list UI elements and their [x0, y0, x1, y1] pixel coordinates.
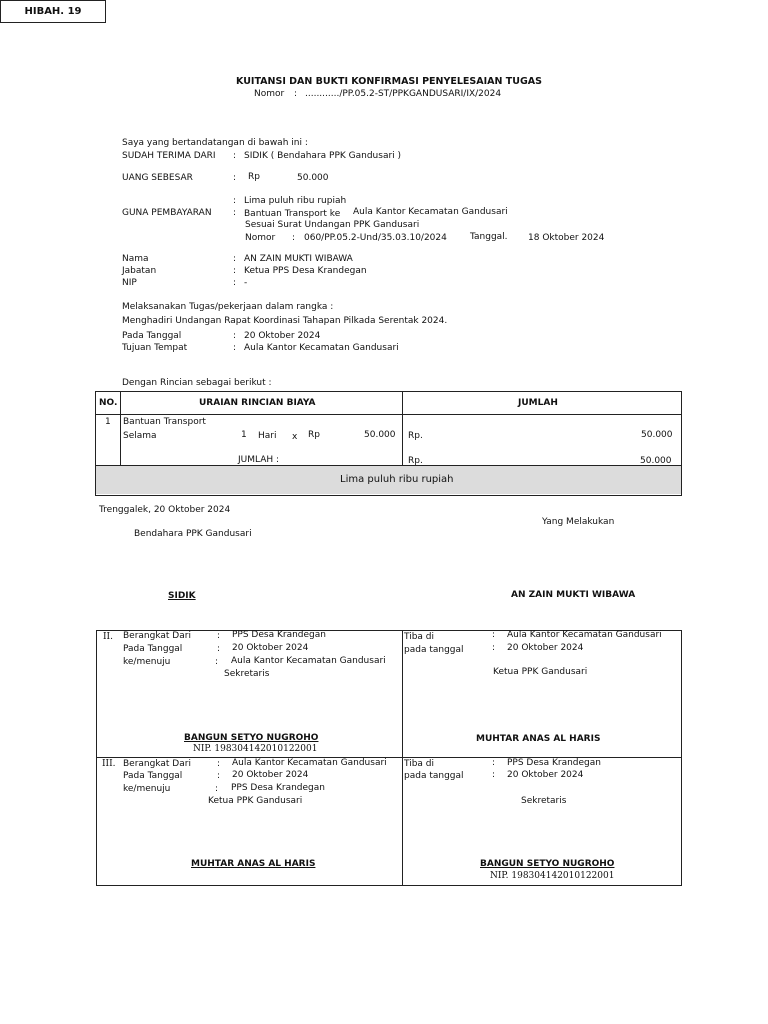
- colon: :: [217, 644, 221, 654]
- position-label: Jabatan: [122, 266, 157, 276]
- amount-value: 50.000: [297, 173, 329, 183]
- sum-value: 50.000: [640, 456, 672, 466]
- colon: :: [233, 331, 237, 341]
- signer-name: MUHTAR ANAS AL HARIS: [476, 734, 601, 744]
- date-value: 20 Oktober 2024: [232, 770, 309, 780]
- row-item: Bantuan Transport: [123, 417, 206, 427]
- amount-words: Lima puluh ribu rupiah: [244, 196, 347, 206]
- nip-label: NIP: [122, 278, 137, 288]
- signer-role: Ketua PPK Gandusari: [208, 796, 303, 806]
- table-divider: [402, 391, 403, 465]
- assignment-intro: Melaksanakan Tugas/pekerjaan dalam rangka :: [122, 302, 334, 312]
- amount-currency: Rp: [248, 172, 260, 182]
- arrive-label: Tiba di: [404, 632, 435, 642]
- row-duration-label: Selama: [123, 431, 157, 441]
- to-value: Aula Kantor Kecamatan Gandusari: [231, 656, 386, 666]
- arrive-value: Aula Kantor Kecamatan Gandusari: [507, 630, 662, 640]
- assignment-date-label: Pada Tanggal: [122, 331, 182, 341]
- nomor-label: Nomor: [254, 89, 285, 99]
- colon: :: [233, 343, 237, 353]
- colon: :: [233, 278, 237, 288]
- place-date: Trenggalek, 20 Oktober 2024: [99, 505, 231, 515]
- row-total: 50.000: [641, 430, 673, 440]
- name-label: Nama: [122, 254, 149, 264]
- table-divider: [95, 414, 681, 415]
- purpose-value: Bantuan Transport ke: [244, 209, 341, 219]
- colon: :: [233, 196, 237, 206]
- row-unit: Hari: [258, 431, 277, 441]
- signer-name: BANGUN SETYO NUGROHO: [480, 859, 615, 869]
- arrive-date-label: pada tanggal: [404, 645, 464, 655]
- sum-label: JUMLAH :: [238, 455, 280, 465]
- sum-currency: Rp.: [408, 456, 423, 466]
- row-total-currency: Rp.: [408, 431, 423, 441]
- table-divider: [95, 465, 681, 466]
- arrive-date-value: 20 Oktober 2024: [507, 643, 584, 653]
- colon: :: [233, 266, 237, 276]
- row-no: 1: [105, 417, 111, 427]
- name-value: AN ZAIN MUKTI WIBAWA: [244, 254, 353, 264]
- table-header-description: URAIAN RINCIAN BIAYA: [199, 398, 316, 408]
- signer-role: Sekretaris: [521, 796, 567, 806]
- purpose-line2: Sesuai Surat Undangan PPK Gandusari: [245, 220, 420, 230]
- colon: :: [233, 173, 237, 183]
- received-from-label: SUDAH TERIMA DARI: [122, 151, 216, 161]
- to-label: ke/menuju: [123, 657, 171, 667]
- purpose-label: GUNA PEMBAYARAN: [122, 208, 212, 218]
- colon: :: [217, 771, 221, 781]
- right-signer-role: Yang Melakukan: [542, 517, 615, 527]
- signer-nip: NIP. 198304142010122001: [490, 871, 615, 881]
- letter-nomor-value: 060/PP.05.2-Und/35.03.10/2024: [304, 233, 447, 243]
- signer-nip: NIP. 198304142010122001: [193, 744, 318, 754]
- row-unit-price: 50.000: [364, 430, 396, 440]
- destination-value: Aula Kantor Kecamatan Gandusari: [244, 343, 399, 353]
- colon: :: [492, 630, 496, 640]
- arrive-date-value: 20 Oktober 2024: [507, 770, 584, 780]
- colon: :: [215, 784, 219, 794]
- to-value: PPS Desa Krandegan: [231, 783, 325, 793]
- colon: :: [233, 151, 237, 161]
- row-qty: 1: [241, 430, 247, 440]
- signer-role: Sekretaris: [224, 669, 270, 679]
- section-number: II.: [103, 632, 113, 642]
- table-divider: [120, 391, 121, 465]
- colon: :: [492, 758, 496, 768]
- arrive-value: PPS Desa Krandegan: [507, 758, 601, 768]
- purpose-place: Aula Kantor Kecamatan Gandusari: [353, 207, 508, 217]
- colon: :: [217, 631, 221, 641]
- left-signer-role: Bendahara PPK Gandusari: [134, 529, 252, 539]
- assignment-description: Menghadiri Undangan Rapat Koordinasi Tahapan Pilkada Serentak 2024.: [122, 316, 448, 326]
- depart-value: Aula Kantor Kecamatan Gandusari: [232, 758, 387, 768]
- hibah-badge: HIBAH. 19: [0, 0, 106, 23]
- letter-nomor-label: Nomor: [245, 233, 276, 243]
- signer-name: BANGUN SETYO NUGROHO: [184, 733, 319, 743]
- destination-label: Tujuan Tempat: [122, 343, 188, 353]
- date-value: 20 Oktober 2024: [232, 643, 309, 653]
- receipt-intro: Saya yang bertandatangan di bawah ini :: [122, 138, 308, 148]
- arrive-date-label: pada tanggal: [404, 771, 464, 781]
- detail-intro: Dengan Rincian sebagai berikut :: [122, 378, 272, 388]
- amount-in-words: Lima puluh ribu rupiah: [340, 474, 454, 485]
- document-title: KUITANSI DAN BUKTI KONFIRMASI PENYELESAIAN TUGAS: [236, 76, 542, 87]
- date-label: Pada Tanggal: [123, 771, 183, 781]
- amount-label: UANG SEBESAR: [122, 173, 193, 183]
- left-signer-name: SIDIK: [168, 591, 196, 601]
- nomor-colon: :: [294, 89, 298, 99]
- colon: :: [492, 770, 496, 780]
- date-label: Pada Tanggal: [123, 644, 183, 654]
- signer-role: Ketua PPK Gandusari: [493, 667, 588, 677]
- row-currency: Rp: [308, 430, 320, 440]
- nip-value: -: [244, 278, 248, 288]
- colon: :: [217, 759, 221, 769]
- depart-label: Berangkat Dari: [123, 759, 191, 769]
- table-header-amount: JUMLAH: [518, 398, 558, 408]
- to-label: ke/menuju: [123, 784, 171, 794]
- letter-date-value: 18 Oktober 2024: [528, 233, 605, 243]
- colon: :: [233, 208, 237, 218]
- colon: :: [292, 233, 296, 243]
- nomor-value: ............/PP.05.2-ST/PPKGANDUSARI/IX/2024: [305, 89, 502, 99]
- received-from-value: SIDIK ( Bendahara PPK Gandusari ): [244, 151, 402, 161]
- table-header-no: NO.: [99, 398, 118, 408]
- section-number: III.: [102, 759, 116, 769]
- right-signer-name: AN ZAIN MUKTI WIBAWA: [511, 590, 636, 600]
- colon: :: [492, 643, 496, 653]
- depart-value: PPS Desa Krandegan: [232, 630, 326, 640]
- colon: :: [215, 657, 219, 667]
- arrive-label: Tiba di: [404, 759, 435, 769]
- assignment-date-value: 20 Oktober 2024: [244, 331, 321, 341]
- position-value: Ketua PPS Desa Krandegan: [244, 266, 367, 276]
- depart-label: Berangkat Dari: [123, 631, 191, 641]
- row-times: x: [292, 432, 298, 442]
- signer-name: MUHTAR ANAS AL HARIS: [191, 859, 316, 869]
- colon: :: [233, 254, 237, 264]
- letter-date-label: Tanggal.: [470, 232, 508, 242]
